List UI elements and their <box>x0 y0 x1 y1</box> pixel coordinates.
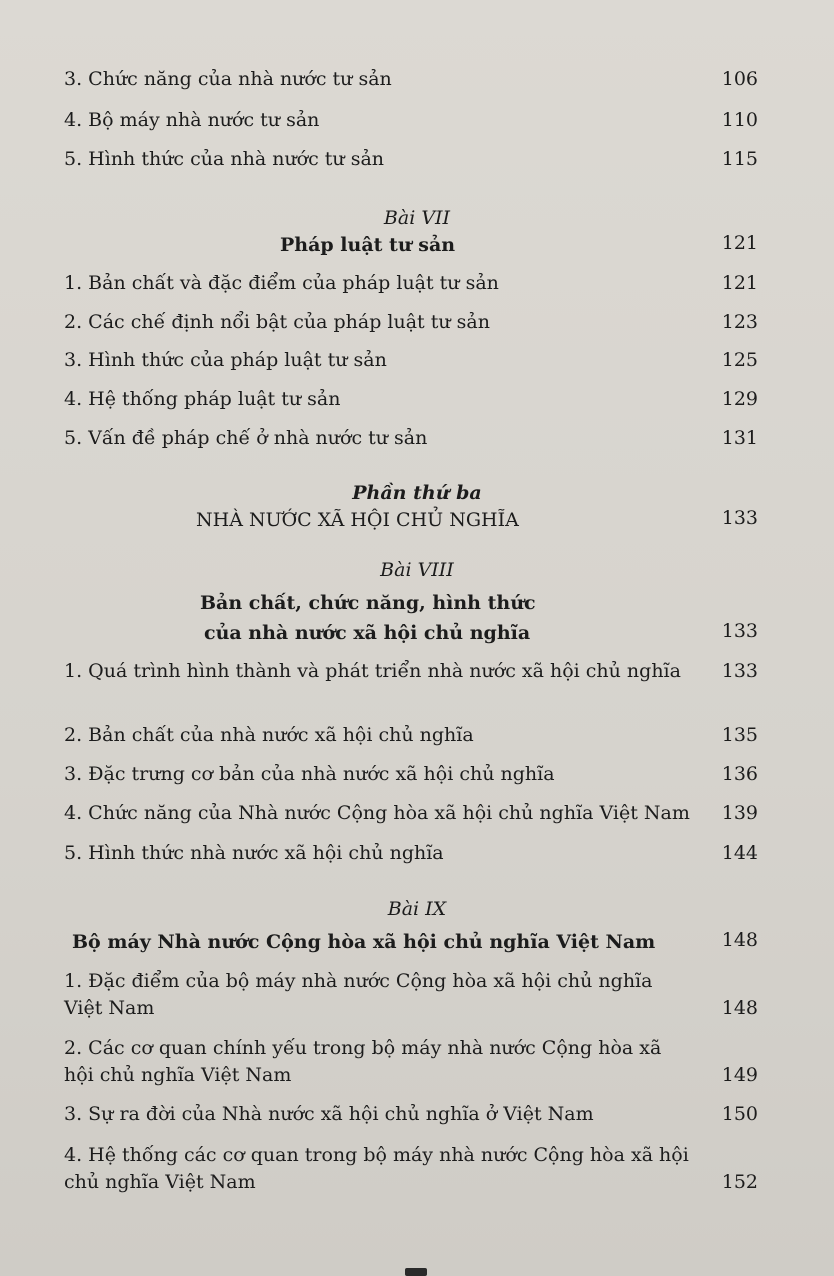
toc-entry-text-line1: 3. Sự ra đời của Nhà nước xã hội chủ nghĩa ở Việt Nam <box>64 1103 594 1125</box>
toc-entry <box>64 658 764 685</box>
toc-entry-page: 110 <box>721 109 758 131</box>
toc-entry-page: 123 <box>721 311 758 333</box>
toc-entry-page: 149 <box>721 1064 758 1086</box>
part-3-title: NHÀ NƯỚC XÃ HỘI CHỦ NGHĨA <box>196 509 519 531</box>
toc-entry-text: 3. Hình thức của pháp luật tư sản <box>64 349 387 371</box>
toc-entry-page: 136 <box>721 763 758 785</box>
toc-entry <box>64 761 764 788</box>
toc-entry-page: 115 <box>721 148 758 170</box>
toc-entry-page: 139 <box>721 802 758 824</box>
page-bottom-mark <box>405 1268 427 1276</box>
lesson-7-page: 121 <box>721 232 758 254</box>
toc-entry <box>64 270 764 297</box>
toc-entry <box>64 146 764 173</box>
toc-entry-text-line2: hội chủ nghĩa Việt Nam <box>64 1064 292 1086</box>
lesson-9-title: Bộ máy Nhà nước Cộng hòa xã hội chủ nghĩa Việt Nam <box>72 931 656 953</box>
toc-entry <box>64 1101 764 1128</box>
toc-entry <box>64 968 764 1022</box>
lesson-8-page: 133 <box>721 620 758 642</box>
toc-entry-text: 3. Chức năng của nhà nước tư sản <box>64 68 392 90</box>
toc-entry <box>64 722 764 749</box>
toc-entry-text-line1: 4. Hệ thống các cơ quan trong bộ máy nhà nước Cộng hòa xã hội <box>64 1144 689 1166</box>
lesson-7-label: Bài VII <box>383 207 451 229</box>
lesson-8-title-line2: của nhà nước xã hội chủ nghĩa <box>204 622 531 644</box>
toc-entry-text-line1: 1. Đặc điểm của bộ máy nhà nước Cộng hòa xã hội chủ nghĩa <box>64 970 653 992</box>
toc-entry-text: 2. Bản chất của nhà nước xã hội chủ nghĩa <box>64 724 474 746</box>
toc-entry-text: 4. Chức năng của Nhà nước Cộng hòa xã hội chủ nghĩa Việt Nam <box>64 802 690 824</box>
toc-entry <box>64 840 764 867</box>
toc-entry <box>64 1035 764 1089</box>
lesson-8-title-line1: Bản chất, chức năng, hình thức <box>200 592 536 614</box>
toc-entry <box>64 309 764 336</box>
toc-entry-text: 1. Bản chất và đặc điểm của pháp luật tư sản <box>64 272 499 294</box>
toc-entry-text-line2: Việt Nam <box>64 997 155 1019</box>
toc-entry-page: 129 <box>721 388 758 410</box>
toc-entry-page: 135 <box>721 724 758 746</box>
toc-entry-text: 4. Bộ máy nhà nước tư sản <box>64 109 320 131</box>
lesson-9-page: 148 <box>721 929 758 951</box>
toc-entry-page: 121 <box>721 272 758 294</box>
toc-entry-page: 131 <box>721 427 758 449</box>
toc-entry-text: 5. Hình thức nhà nước xã hội chủ nghĩa <box>64 842 444 864</box>
toc-entry-text: 5. Hình thức của nhà nước tư sản <box>64 148 385 170</box>
toc-entry <box>64 347 764 374</box>
toc-entry-text: 5. Vấn đề pháp chế ở nhà nước tư sản <box>64 427 428 449</box>
toc-entry <box>64 425 764 452</box>
toc-entry-text: 1. Quá trình hình thành và phát triển nhà nước xã hội chủ nghĩa <box>64 660 681 682</box>
toc-entry-page: 144 <box>721 842 758 864</box>
lesson-7-title: Pháp luật tư sản <box>280 234 456 256</box>
lesson-8-label: Bài VIII <box>380 559 454 581</box>
part-3-page: 133 <box>721 507 758 529</box>
toc-entry <box>64 66 764 93</box>
toc-entry <box>64 800 764 827</box>
toc-entry <box>64 386 764 413</box>
toc-entry <box>64 107 764 134</box>
toc-entry-text: 3. Đặc trưng cơ bản của nhà nước xã hội chủ nghĩa <box>64 763 555 785</box>
toc-entry-page: 133 <box>721 660 758 682</box>
toc-entry-page: 152 <box>721 1171 758 1193</box>
toc-entry-page: 125 <box>721 349 758 371</box>
toc-entry-page: 106 <box>721 68 758 90</box>
toc-entry-text-line1: 2. Các cơ quan chính yếu trong bộ máy nhà nước Cộng hòa xã <box>64 1037 662 1059</box>
part-3-label: Phần thứ ba <box>352 482 482 504</box>
toc-entry-text: 4. Hệ thống pháp luật tư sản <box>64 388 341 410</box>
toc-entry-page: 150 <box>721 1103 758 1125</box>
lesson-9-label: Bài IX <box>387 898 447 920</box>
toc-entry-page: 148 <box>721 997 758 1019</box>
toc-entry-text: 2. Các chế định nổi bật của pháp luật tư sản <box>64 311 490 333</box>
toc-entry-text-line2: chủ nghĩa Việt Nam <box>64 1171 256 1193</box>
toc-entry <box>64 1142 764 1196</box>
